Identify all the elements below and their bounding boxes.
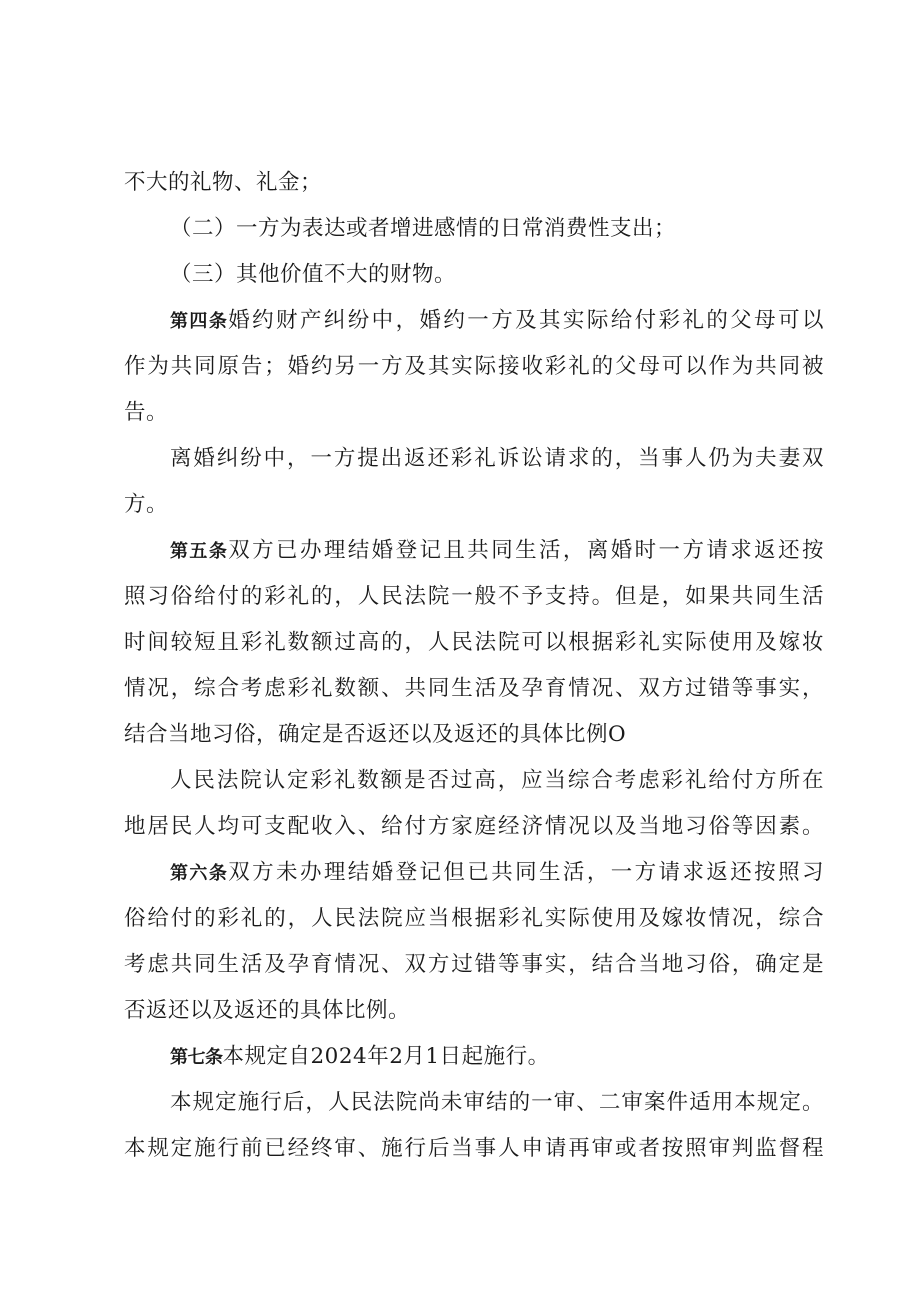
article-paragraph: 第五条双方已办理结婚登记且共同生活，离婚时一方请求返还按 [170,538,825,563]
article-number: 第五条 [170,541,229,562]
text-line: 时间较短且彩礼数额过高的，人民法院可以根据彩礼实际使用及嫁妆 [124,630,824,655]
text-line: 本规定施行前已经终审、施行后当事人申请再审或者按照审判监督程 [124,1136,824,1161]
text-line: 考虑共同生活及孕育情况、双方过错等事实，结合当地习俗，确定是 [124,952,824,977]
article-paragraph: 第七条本规定自2024年2月1日起施行。 [170,1044,550,1069]
text-line: 作为共同原告；婚约另一方及其实际接收彩礼的父母可以作为共同被 [124,354,824,379]
text-line: 俗给付的彩礼的，人民法院应当根据彩礼实际使用及嫁妆情况，综合 [124,906,824,931]
text-line: 告。 [124,400,169,425]
article-paragraph: 第六条双方未办理结婚登记但已共同生活，一方请求返还按照习 [170,860,825,885]
article-number: 第六条 [170,863,229,884]
text-line: 情况，综合考虑彩礼数额、共同生活及孕育情况、双方过错等事实， [124,676,824,701]
text-line: 人民法院认定彩礼数额是否过高，应当综合考虑彩礼给付方所在 [170,768,824,793]
list-item: （三）其他价值不大的财物。 [170,262,457,287]
text-line: 结合当地习俗，确定是否返还以及返还的具体比例O [124,722,627,747]
text-line: 不大的礼物、礼金； [124,170,323,195]
list-item: （二）一方为表达或者增进感情的日常消费性支出； [170,216,677,241]
text-line: 地居民人均可支配收入、给付方家庭经济情况以及当地习俗等因素。 [124,814,824,839]
text-line: 照习俗给付的彩礼的，人民法院一般不予支持。但是，如果共同生活 [124,584,824,609]
article-number: 第七条 [170,1047,223,1068]
text-line: 本规定施行后，人民法院尚未审结的一审、二审案件适用本规定。 [170,1090,824,1115]
article-paragraph: 第四条婚约财产纠纷中，婚约一方及其实际给付彩礼的父母可以 [170,308,825,333]
text-line: 方。 [124,492,169,517]
text-line: 离婚纠纷中，一方提出返还彩礼诉讼请求的，当事人仍为夫妻双 [170,446,824,471]
text-line: 否返还以及返还的具体比例。 [124,998,411,1023]
article-number: 第四条 [170,311,229,332]
